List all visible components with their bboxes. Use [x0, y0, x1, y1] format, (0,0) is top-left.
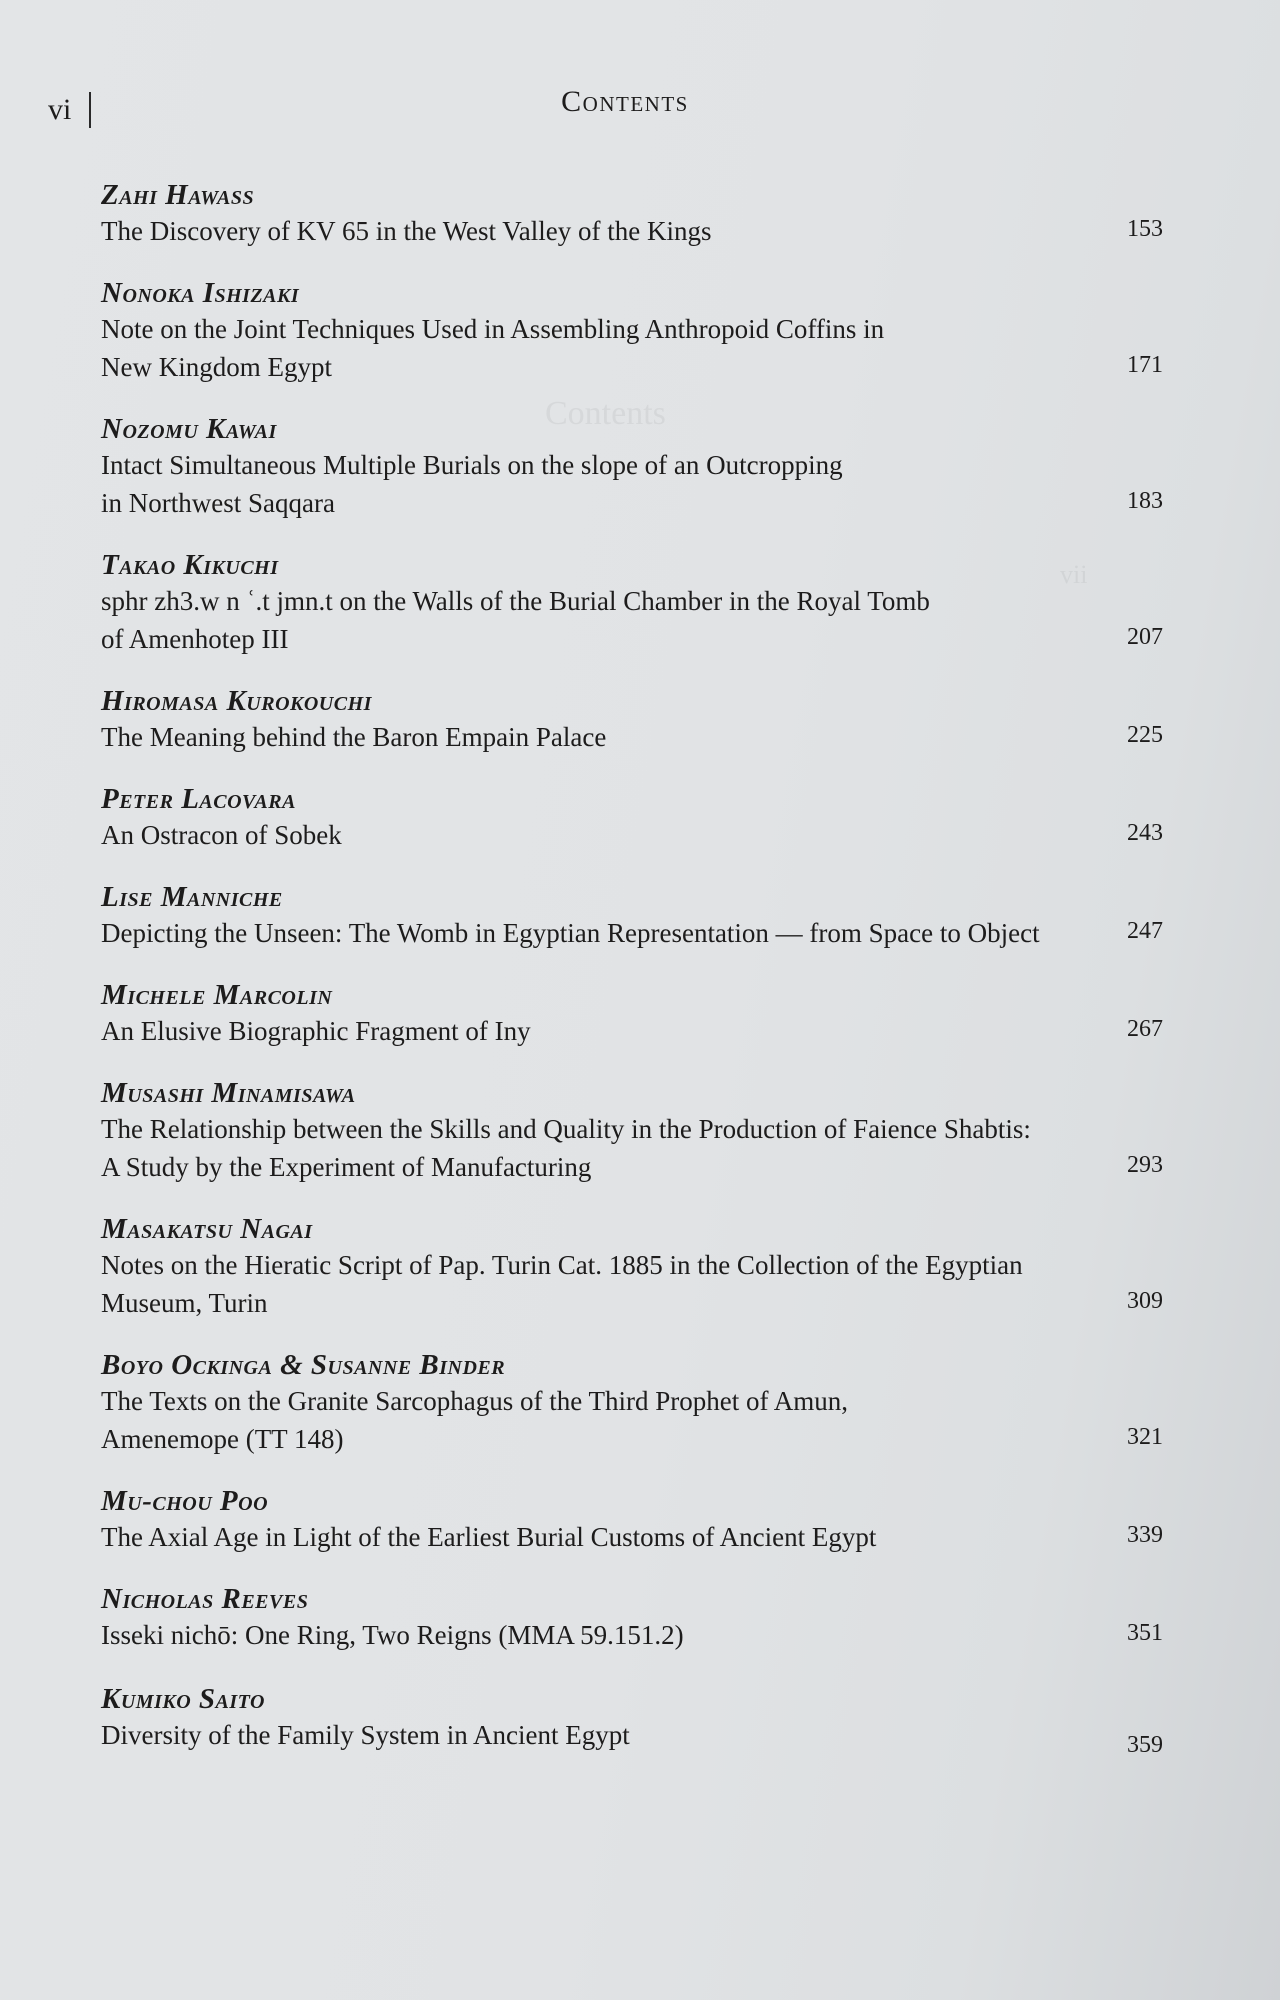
title-line: The Texts on the Granite Sarcophagus of the Third Prophet of Amun,	[101, 1386, 848, 1416]
entry-author: Kumiko Saito	[101, 1683, 265, 1715]
toc-entry[interactable]	[101, 1212, 1163, 1322]
entry-author: Nonoka Ishizaki	[101, 277, 300, 309]
entry-author: Zahi Hawass	[101, 179, 255, 211]
entry-title	[101, 582, 1061, 658]
entry-title	[101, 1012, 1061, 1050]
title-line: The Axial Age in Light of the Earliest Burial Customs of Ancient Egypt	[101, 1522, 877, 1552]
title-line: Museum, Turin	[101, 1288, 268, 1318]
entry-page-number: 321	[1127, 1424, 1163, 1450]
entry-page-number: 267	[1127, 1016, 1163, 1042]
title-line: The Meaning behind the Baron Empain Palace	[101, 722, 607, 752]
entry-author: Takao Kikuchi	[101, 549, 279, 581]
entry-author: Peter Lacovara	[101, 783, 296, 815]
entry-page-number: 247	[1127, 918, 1163, 944]
entry-title	[101, 446, 1061, 522]
title-line: The Relationship between the Skills and Quality in the Production of Faience Shabtis:	[101, 1114, 1031, 1144]
entry-title	[101, 1246, 1101, 1322]
entry-author: Boyo Ockinga & Susanne Binder	[101, 1349, 506, 1381]
toc-entry[interactable]	[101, 782, 1163, 854]
toc-entry[interactable]	[101, 1484, 1163, 1556]
toc-entry[interactable]	[101, 178, 1163, 250]
toc-entry[interactable]	[101, 548, 1163, 658]
toc-entry[interactable]	[101, 1582, 1163, 1654]
toc-entry[interactable]	[101, 1682, 1163, 1766]
title-line: A Study by the Experiment of Manufacturing	[101, 1152, 592, 1182]
entry-page-number: 243	[1127, 820, 1163, 846]
toc-entry[interactable]	[101, 276, 1163, 386]
title-line: of Amenhotep III	[101, 624, 289, 654]
entry-page-number: 225	[1127, 722, 1163, 748]
show-through-heading: Contents	[545, 395, 666, 432]
entry-title	[101, 1716, 1061, 1754]
entry-author: Michele Marcolin	[101, 979, 333, 1011]
title-line: sphr zh3.w n ʿ.t jmn.t on the Walls of the Burial Chamber in the Royal Tomb	[101, 586, 930, 616]
title-line: Isseki nichō: One Ring, Two Reigns (MMA 59.151.2)	[101, 1620, 684, 1650]
entry-page-number: 309	[1127, 1288, 1163, 1314]
title-line: Depicting the Unseen: The Womb in Egyptian Representation — from Space to Object	[101, 918, 1040, 948]
title-line: Amenemope (TT 148)	[101, 1424, 344, 1454]
title-line: The Discovery of KV 65 in the West Valley of the Kings	[101, 216, 712, 246]
entry-page-number: 207	[1127, 624, 1163, 650]
entry-page-number: 293	[1127, 1152, 1163, 1178]
entry-author: Musashi Minamisawa	[101, 1077, 356, 1109]
title-line: in Northwest Saqqara	[101, 488, 335, 518]
show-through-mark: vii	[1060, 560, 1088, 589]
entry-author: Mu-chou Poo	[101, 1485, 269, 1517]
entry-author: Lise Manniche	[101, 881, 283, 913]
entry-page-number: 339	[1127, 1522, 1163, 1548]
entry-title	[101, 212, 1061, 250]
entry-page-number: 359	[1127, 1732, 1163, 1758]
entry-author: Nozomu Kawai	[101, 413, 277, 445]
title-line: Notes on the Hieratic Script of Pap. Turin Cat. 1885 in the Collection of the Egyptian	[101, 1250, 1023, 1280]
title-line: Diversity of the Family System in Ancient Egypt	[101, 1720, 630, 1750]
entry-author: Hiromasa Kurokouchi	[101, 685, 372, 717]
title-line: An Elusive Biographic Fragment of Iny	[101, 1016, 531, 1046]
entry-author: Masakatsu Nagai	[101, 1213, 313, 1245]
entry-title	[101, 718, 1061, 756]
entry-page-number: 153	[1127, 216, 1163, 242]
entry-title	[101, 1518, 1061, 1556]
running-head: Contents	[561, 85, 689, 118]
title-line: An Ostracon of Sobek	[101, 820, 342, 850]
entry-page-number: 351	[1127, 1620, 1163, 1646]
entry-title	[101, 1616, 1061, 1654]
toc-entry[interactable]	[101, 684, 1163, 756]
toc-entry[interactable]	[101, 880, 1163, 952]
entry-title	[101, 310, 1061, 386]
entry-page-number: 183	[1127, 488, 1163, 514]
toc-entry[interactable]	[101, 1348, 1163, 1458]
entry-title	[101, 816, 1061, 854]
entry-title	[101, 914, 1101, 952]
title-line: New Kingdom Egypt	[101, 352, 332, 382]
page-folio: vi	[48, 93, 72, 126]
title-line: Intact Simultaneous Multiple Burials on the slope of an Outcropping	[101, 450, 843, 480]
entry-author: Nicholas Reeves	[101, 1583, 309, 1615]
toc-entry[interactable]	[101, 412, 1163, 522]
title-line: Note on the Joint Techniques Used in Assembling Anthropoid Coffins in	[101, 314, 885, 344]
entry-title	[101, 1110, 1101, 1186]
toc-entry[interactable]	[101, 1076, 1163, 1186]
entry-title	[101, 1382, 1061, 1458]
entry-page-number: 171	[1127, 352, 1163, 378]
toc-entry[interactable]	[101, 978, 1163, 1050]
